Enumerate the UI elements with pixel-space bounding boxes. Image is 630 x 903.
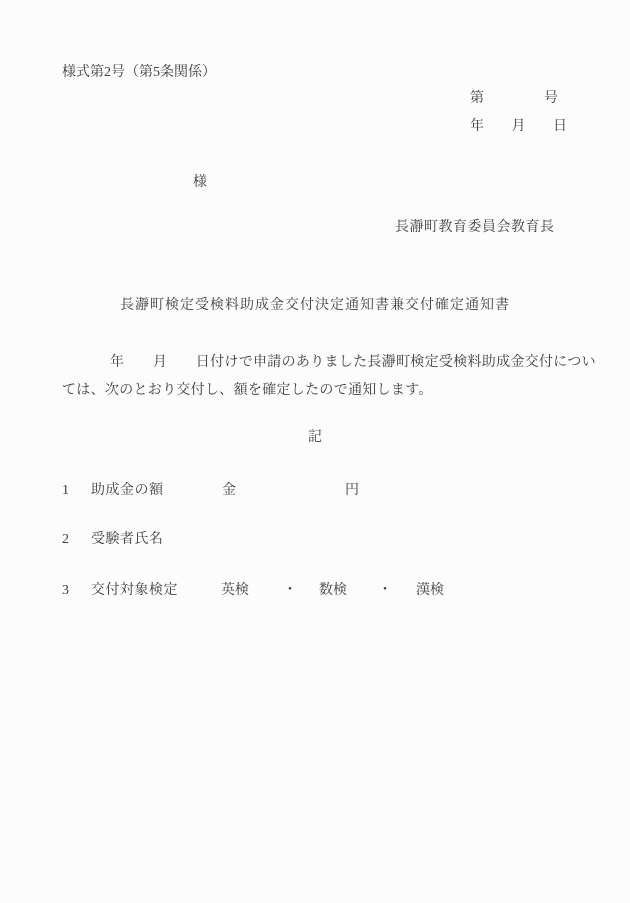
item-number: 3 (62, 583, 69, 598)
date-day-label: 日 (553, 119, 567, 134)
date-year-label: 年 (470, 119, 484, 134)
date-month-label: 月 (511, 119, 526, 134)
option-eiken: 英検 (221, 583, 249, 598)
item-number: 1 (62, 483, 69, 498)
sender-name: 長瀞町教育委員会教育長 (395, 220, 555, 235)
option-separator: ・ (378, 583, 392, 598)
item-subsidy-amount (0, 484, 630, 504)
form-number: 様式第2号（第5条関係） (62, 65, 216, 80)
option-kanken: 漢検 (416, 583, 444, 598)
item-examinee-name (0, 533, 630, 553)
addressee-honorific: 様 (193, 175, 207, 190)
item-label: 助成金の額 (91, 483, 164, 498)
item-number: 2 (62, 532, 69, 547)
option-suken: 数検 (319, 583, 347, 598)
body-paragraph-line1: 年 月 日付けで申請のありました長瀞町検定受検料助成金交付につい (110, 355, 596, 370)
date-line (470, 120, 567, 134)
record-marker: 記 (308, 430, 322, 445)
item-label: 交付対象検定 (91, 583, 178, 598)
doc-number-line (470, 92, 558, 106)
doc-number-prefix: 第 (470, 91, 484, 106)
option-separator: ・ (283, 583, 297, 598)
document-title: 長瀞町検定受検料助成金交付決定通知書兼交付確定通知書 (120, 298, 510, 313)
amount-suffix: 円 (345, 483, 359, 498)
item-label: 受験者氏名 (91, 532, 164, 547)
amount-prefix: 金 (222, 483, 236, 498)
doc-number-suffix: 号 (544, 91, 558, 106)
item-target-certification (0, 584, 630, 604)
body-paragraph-line2: ては、次のとおり交付し、額を確定したので通知します。 (62, 383, 433, 398)
